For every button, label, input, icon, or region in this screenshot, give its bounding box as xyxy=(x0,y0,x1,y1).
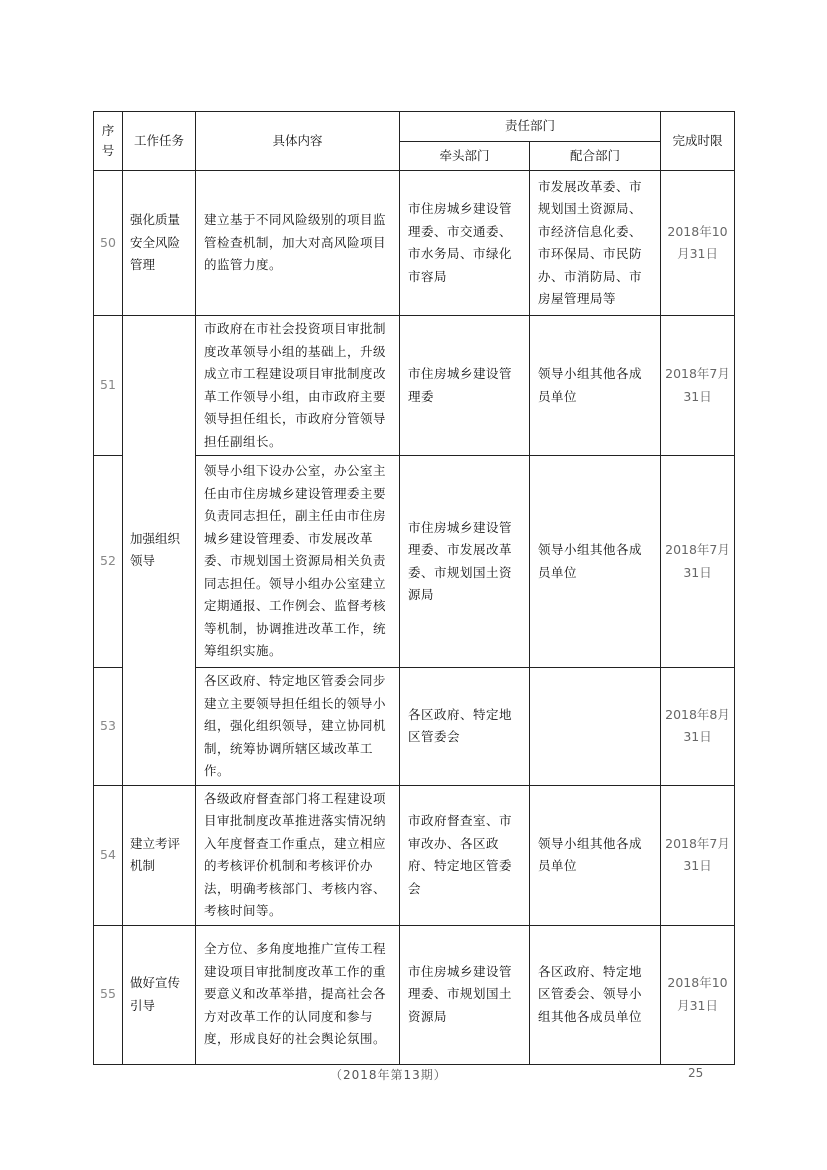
row-coop: 市发展改革委、市规划国土资源局、市经济信息化委、市环保局、市民防办、市消防局、市房屋管理局等 xyxy=(530,171,661,316)
row-seq: 55 xyxy=(94,925,123,1064)
header-coop: 配合部门 xyxy=(530,142,661,171)
row-lead: 市住房城乡建设管理委、市交通委、市水务局、市绿化市容局 xyxy=(400,171,530,316)
row-deadline: 2018年7月31日 xyxy=(661,316,735,456)
task-table xyxy=(93,111,735,1065)
row-seq: 53 xyxy=(94,668,123,786)
row-task: 建立考评机制 xyxy=(123,785,196,925)
header-seq: 序号 xyxy=(94,112,123,171)
table-row xyxy=(94,785,735,925)
row-task: 强化质量安全风险管理 xyxy=(123,171,196,316)
table-row xyxy=(94,316,735,456)
row-coop: 各区政府、特定地区管委会、领导小组其他各成员单位 xyxy=(530,925,661,1064)
row-deadline: 2018年10月31日 xyxy=(661,925,735,1064)
row-coop: 领导小组其他各成员单位 xyxy=(530,316,661,456)
row-task: 加强组织领导 xyxy=(123,316,196,786)
row-content: 市政府在市社会投资项目审批制度改革领导小组的基础上，升级成立市工程建设项目审批制度改革工作领导小组，由市政府主要领导担任组长，市政府分管领导担任副组长。 xyxy=(196,316,400,456)
row-seq: 54 xyxy=(94,785,123,925)
row-deadline: 2018年10月31日 xyxy=(661,171,735,316)
header-content: 具体内容 xyxy=(196,112,400,171)
row-seq: 51 xyxy=(94,316,123,456)
row-lead: 各区政府、特定地区管委会 xyxy=(400,668,530,786)
row-seq: 52 xyxy=(94,456,123,668)
row-content: 全方位、多角度地推广宣传工程建设项目审批制度改革工作的重要意义和改革举措，提高社会各方对改革工作的认同度和参与度，形成良好的社会舆论氛围。 xyxy=(196,925,400,1064)
header-responsible: 责任部门 xyxy=(400,112,661,142)
row-content: 各区政府、特定地区管委会同步建立主要领导担任组长的领导小组，强化组织领导，建立协同机制，统筹协调所辖区域改革工作。 xyxy=(196,668,400,786)
issue-label: （2018年第13期） xyxy=(330,1068,447,1082)
header-deadline: 完成时限 xyxy=(661,112,735,171)
page-number: 25 xyxy=(688,1066,704,1080)
row-content: 各级政府督查部门将工程建设项目审批制度改革推进落实情况纳入年度督查工作重点，建立相应的考核评价机制和考核评价办法，明确考核部门、考核内容、考核时间等。 xyxy=(196,785,400,925)
table-row xyxy=(94,925,735,1064)
row-content: 领导小组下设办公室，办公室主任由市住房城乡建设管理委主要负责同志担任，副主任由市住房城乡建设管理委、市发展改革委、市规划国土资源局相关负责同志担任。领导小组办公室建立定期通报、工作例会、监督考核等机制，协调推进改革工作，统筹组织实施。 xyxy=(196,456,400,668)
row-lead: 市政府督查室、市审改办、各区政府、特定地区管委会 xyxy=(400,785,530,925)
row-seq: 50 xyxy=(94,171,123,316)
row-task: 做好宣传引导 xyxy=(123,925,196,1064)
header-lead: 牵头部门 xyxy=(400,142,530,171)
row-lead: 市住房城乡建设管理委、市发展改革委、市规划国土资源局 xyxy=(400,456,530,668)
header-row xyxy=(94,112,735,142)
row-coop: 领导小组其他各成员单位 xyxy=(530,785,661,925)
header-task: 工作任务 xyxy=(123,112,196,171)
row-coop xyxy=(530,668,661,786)
row-coop: 领导小组其他各成员单位 xyxy=(530,456,661,668)
row-content: 建立基于不同风险级别的项目监管检查机制，加大对高风险项目的监管力度。 xyxy=(196,171,400,316)
row-deadline: 2018年7月31日 xyxy=(661,785,735,925)
row-lead: 市住房城乡建设管理委、市规划国土资源局 xyxy=(400,925,530,1064)
row-deadline: 2018年7月31日 xyxy=(661,456,735,668)
table-row xyxy=(94,171,735,316)
row-deadline: 2018年8月31日 xyxy=(661,668,735,786)
row-lead: 市住房城乡建设管理委 xyxy=(400,316,530,456)
